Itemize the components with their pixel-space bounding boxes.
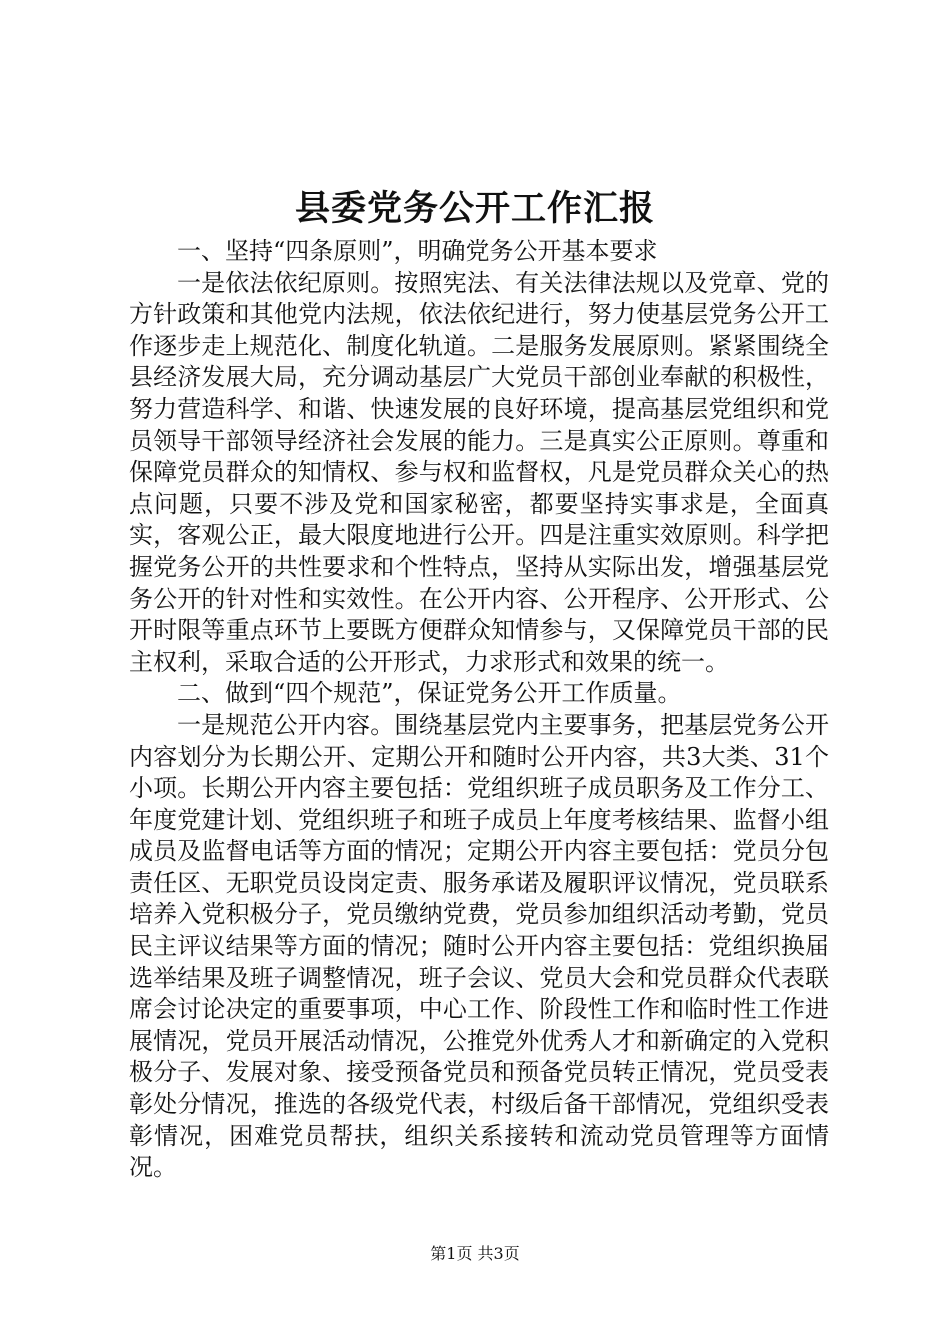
- document-body: [129, 236, 829, 1184]
- page-number: 第1页 共3页: [430, 1244, 520, 1263]
- section-heading-1: 一、坚持“四条原则”，明确党务公开基本要求: [177, 237, 658, 265]
- body-paragraph: 一是规范公开内容。围绕基层党内主要事务，把基层党务公开内容划分为长期公开、定期公开和随时公开内容，共3大类、31个小项。长期公开内容主要包括：党组织班子成员职务及工作分工、年度党建计划、党组织班子和班子成员上年度考核结果、监督小组成员及监督电话等方面的情况；定期公开内容主要包括：党员分包责任区、无职党员设岗定责、服务承诺及履职评议情况，党员联系培养入党积极分子，党员缴纳党费，党员参加组织活动考勤，党员民主评议结果等方面的情况；随时公开内容主要包括：党组织换届选举结果及班子调整情况，班子会议、党员大会和党员群众代表联席会讨论决定的重要事项，中心工作、阶段性工作和临时性工作进展情况，党员开展活动情况，公推党外优秀人才和新确定的入党积极分子、发展对象、接受预备党员和预备党员转正情况，党员受表彰处分情况，推选的各级党代表，村级后备干部情况，党组织受表彰情况，困难党员帮扶，组织关系接转和流动党员管理等方面情况。: [129, 710, 829, 1182]
- body-paragraph: 一是依法依纪原则。按照宪法、有关法律法规以及党章、党的方针政策和其他党内法规，依法依纪进行，努力使基层党务公开工作逐步走上规范化、制度化轨道。二是服务发展原则。紧紧围绕全县经济发展大局，充分调动基层广大党员干部创业奉献的积极性，努力营造科学、和谐、快速发展的良好环境，提高基层党组织和党员领导干部领导经济社会发展的能力。三是真实公正原则。尊重和保障党员群众的知情权、参与权和监督权，凡是党员群众关心的热点问题，只要不涉及党和国家秘密，都要坚持实事求是，全面真实，客观公正，最大限度地进行公开。四是注重实效原则。科学把握党务公开的共性要求和个性特点，坚持从实际出发，增强基层党务公开的针对性和实效性。在公开内容、公开程序、公开形式、公开时限等重点环节上要既方便群众知情参与，又保障党员干部的民主权利，采取合适的公开形式，力求形式和效果的统一。: [129, 268, 829, 676]
- section-heading-2: 二、做到“四个规范”，保证党务公开工作质量。: [177, 679, 682, 708]
- document-title: 县委党务公开工作汇报: [294, 188, 655, 229]
